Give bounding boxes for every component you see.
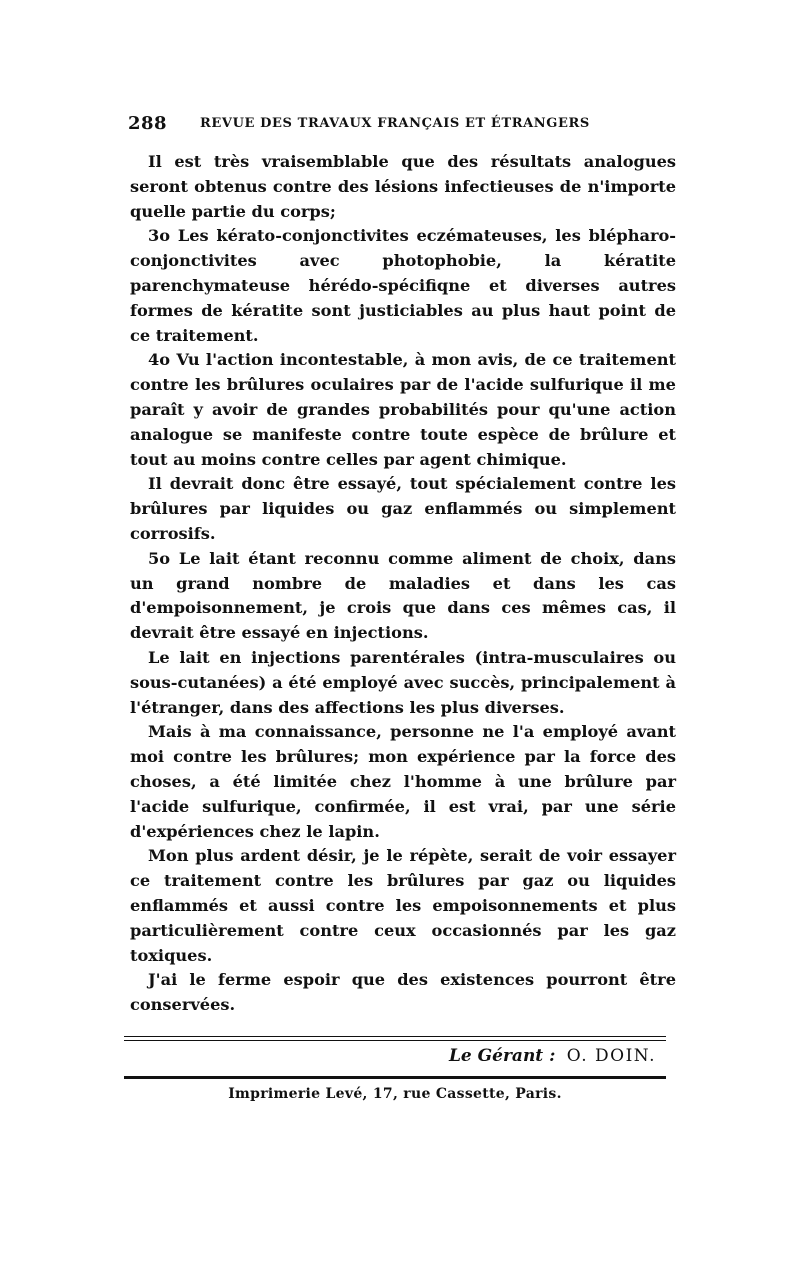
paragraph: Mais à ma connaissance, personne ne l'a employé avant moi contre les brûlures; mon expérience par la force des choses, a été limitée chez l'homme à une brûlure par l'acide sulfurique, confirmée, il est vrai, par une série d'expériences chez le lapin.: [130, 722, 676, 841]
body-text: [130, 150, 676, 1018]
printer-imprint: Imprimerie Levé, 17, rue Cassette, Paris.: [228, 1086, 562, 1102]
signature-name: O. DOIN.: [566, 1046, 656, 1066]
paragraph: Il devrait donc être essayé, tout spécialement contre les brûlures par liquides ou gaz enflammés ou simplement corrosifs.: [130, 474, 676, 543]
divider-top-double: [124, 1040, 666, 1041]
divider-bottom: [124, 1076, 666, 1079]
paragraph: 5o Le lait étant reconnu comme aliment de choix, dans un grand nombre de maladies et dans les cas d'empoisonnement, je crois que dans ces mêmes cas, il devrait être essayé en injections.: [130, 548, 676, 643]
paragraph: Il est très vraisemblable que des résultats analogues seront obtenus contre des lésions infectieuses de n'importe quelle partie du corps;: [130, 152, 676, 221]
signature-line: [449, 1046, 656, 1066]
paragraph: 4o Vu l'action incontestable, à mon avis, de ce traitement contre les brûlures oculaires par de l'acide sulfurique il me paraît y avoir de grandes probabilités pour qu'une action analogue se manifeste contre toute espèce de brûlure et tout au moins contre celles par agent chimique.: [130, 350, 676, 469]
paragraph: Mon plus ardent désir, je le répète, serait de voir essayer ce traitement contre les brûlures par gaz ou liquides enflammés et aussi contre les empoisonnements et plus particulièrement contre ceux occasionnés par les gaz toxiques.: [130, 846, 676, 965]
paragraph: 3o Les kérato-conjonctivites eczémateuses, les blépharo-conjonctivites avec photophobie, la kératite parenchymateuse hérédo-spécifiqne et diverses autres formes de kératite sont justiciables au plus haut point de ce traitement.: [130, 226, 676, 345]
paragraph: Le lait en injections parentérales (intra-musculaires ou sous-cutanées) a été employé avec succès, principalement à l'étranger, dans des affections les plus diverses.: [130, 647, 676, 717]
paragraph: J'ai le ferme espoir que des existences pourront être conservées.: [130, 970, 676, 1015]
page-number: 288: [128, 113, 168, 134]
divider-top: [124, 1036, 666, 1037]
running-head: REVUE DES TRAVAUX FRANÇAIS ET ÉTRANGERS: [200, 116, 590, 131]
page-header: [128, 113, 676, 137]
signature-label: Le Gérant :: [448, 1046, 556, 1066]
